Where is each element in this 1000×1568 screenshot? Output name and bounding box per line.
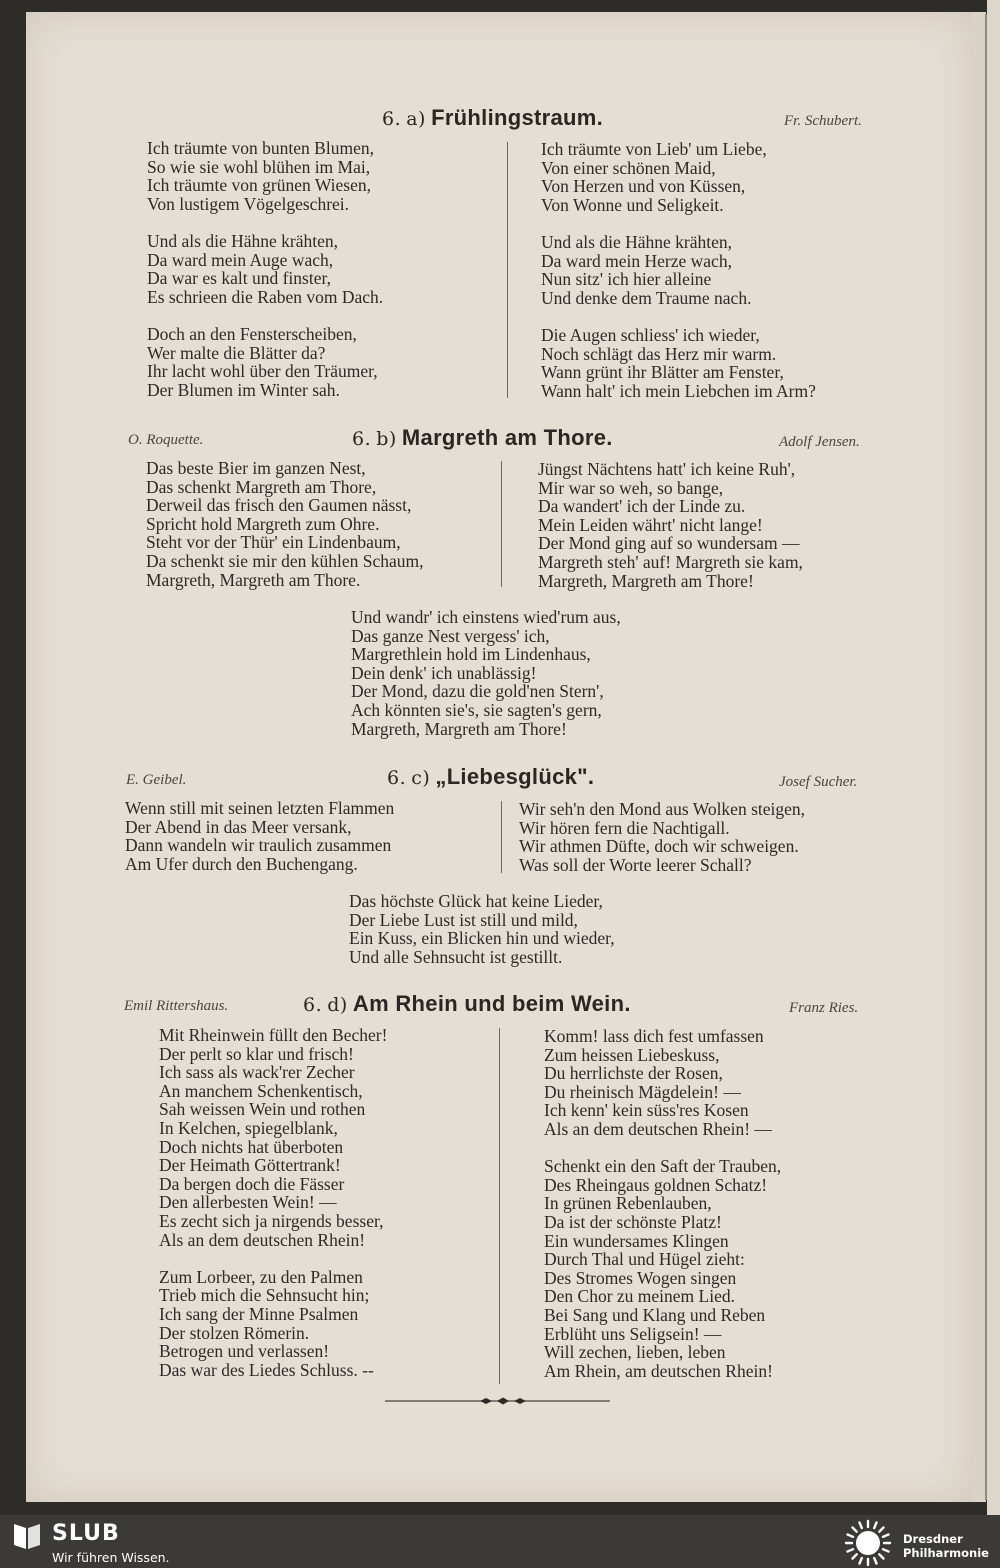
ornament-rule <box>385 1397 610 1405</box>
verse-line: Bei Sang und Klang und Reben <box>544 1304 766 1325</box>
verse-line: Steht vor der Thür' ein Lindenbaum, <box>146 532 401 553</box>
verse-line: Das beste Bier im ganzen Nest, <box>146 458 366 478</box>
poet-credit: Emil Rittershaus. <box>124 998 229 1014</box>
verse-line: Der perlt so klar und frisch! <box>159 1043 354 1064</box>
column-divider <box>501 461 503 587</box>
verse-line: Schenkt ein den Saft der Trauben, <box>544 1156 782 1177</box>
verse-line: Des Stromes Wogen singen <box>544 1267 737 1288</box>
verse-line: Doch nichts hat überboten <box>159 1136 344 1157</box>
verse-line: Da ist der schönste Platz! <box>544 1211 722 1232</box>
verse-line: Als an dem deutschen Rhein! — <box>544 1118 772 1139</box>
column-divider <box>507 142 509 398</box>
verse-line: Mir war so weh, so bange, <box>538 477 724 498</box>
verse-line: Ich träumte von Lieb' um Liebe, <box>541 139 767 159</box>
verse-line: Das höchste Glück hat keine Lieder, <box>349 891 603 911</box>
composer-credit: Josef Sucher. <box>779 774 858 790</box>
verse-line: Du herrlichste der Rosen, <box>544 1063 723 1084</box>
verse-line: Wenn still mit seinen letzten Flammen <box>125 798 395 818</box>
verse-line: In grünen Rebenlauben, <box>544 1193 712 1214</box>
verse-line: So wie sie wohl blühen im Mai, <box>147 156 371 177</box>
verse-line: Margrethlein hold im Lindenhaus, <box>351 644 591 665</box>
song-heading-b <box>352 425 613 451</box>
song-number: 6. <box>303 994 323 1016</box>
verse-column-left <box>159 1026 387 1379</box>
verse-line: Da ward mein Herze wach, <box>541 250 732 271</box>
verse-line: Den Chor zu meinem Lied. <box>544 1286 735 1307</box>
verse-line: Da bergen doch die Fässer <box>159 1173 345 1194</box>
verse-line: Derweil das frisch den Gaumen nässt, <box>146 495 412 516</box>
verse-line: Wir seh'n den Mond aus Wolken steigen, <box>519 799 806 819</box>
verse-line: Wann halt' ich mein Liebchen im Arm? <box>541 380 816 401</box>
song-number: 6. <box>382 108 402 130</box>
verse-line: Es schrieen die Raben vom Dach. <box>147 286 384 307</box>
verse-line: Am Rhein, am deutschen Rhein! <box>544 1360 773 1381</box>
composer-credit: Franz Ries. <box>789 1000 859 1016</box>
stanza-break <box>544 1139 781 1158</box>
column-divider <box>501 801 503 873</box>
verse-line: Der Blumen im Winter sah. <box>147 379 340 400</box>
verse-line: Das war des Liedes Schluss. -- <box>159 1359 374 1380</box>
verse-line: Trieb mich die Sehnsucht hin; <box>159 1285 370 1306</box>
verse-line: Margreth steh' auf! Margreth sie kam, <box>538 551 803 572</box>
song-title: Frühlingstraum. <box>431 105 604 130</box>
verse-line: Nun sitz' ich hier alleine <box>541 269 712 290</box>
verse-line: Ich sass als wack'rer Zecher <box>159 1062 355 1083</box>
verse-line: Es zecht sich ja nirgends besser, <box>159 1210 384 1231</box>
composer-credit: Fr. Schubert. <box>784 113 862 129</box>
verse-line: Margreth, Margreth am Thore. <box>146 569 361 590</box>
partner-name-line2: Philharmonie <box>903 1546 989 1560</box>
verse-line: Von lustigem Vögelgeschrei. <box>147 193 350 214</box>
song-heading-a <box>382 105 603 131</box>
verse-line: Und als die Hähne krähten, <box>541 231 732 252</box>
verse-line: Will zechen, lieben, leben <box>544 1342 726 1363</box>
verse-line: Dann wandeln wir traulich zusammen <box>125 835 392 856</box>
verse-line: Ein Kuss, ein Blicken hin und wieder, <box>349 928 615 949</box>
verse-line: Da war es kalt und finster, <box>147 268 331 289</box>
verse-line: Den allerbesten Wein! — <box>159 1192 337 1213</box>
verse-line: Mit Rheinwein füllt den Becher! <box>159 1025 388 1045</box>
scan-background <box>987 0 1000 1515</box>
verse-line: An manchem Schenkentisch, <box>159 1080 363 1101</box>
partner-name-line1: Dresdner <box>903 1532 963 1546</box>
stanza-break <box>147 306 383 325</box>
verse-line: Und alle Sehnsucht ist gestillt. <box>349 946 563 967</box>
verse-line: Das schenkt Margreth am Thore, <box>146 476 377 497</box>
verse-line: Wir athmen Düfte, doch wir schweigen. <box>519 836 799 857</box>
slub-logo-icon[interactable] <box>12 1521 42 1551</box>
verse-line: Wann grünt ihr Blätter am Fenster, <box>541 362 784 383</box>
verse-line: Ich träumte von bunten Blumen, <box>147 138 374 158</box>
library-name[interactable]: SLUB <box>52 1521 120 1546</box>
page-edge <box>972 12 986 1502</box>
song-title: Margreth am Thore. <box>401 425 613 450</box>
song-heading-c <box>387 764 594 790</box>
verse-line: Zum Lorbeer, zu den Palmen <box>159 1266 363 1287</box>
verse-line: In Kelchen, spiegelblank, <box>159 1117 338 1138</box>
verse-line: Ich kenn' kein süss'res Kosen <box>544 1100 749 1121</box>
poet-credit: O. Roquette. <box>128 432 204 448</box>
verse-line: Ich träumte von grünen Wiesen, <box>147 175 371 196</box>
verse-line: Von Herzen und von Küssen, <box>541 176 746 197</box>
song-letter: b) <box>376 428 397 450</box>
verse-line: Ach könnten sie's, sie sagten's gern, <box>351 699 602 720</box>
stanza-break <box>541 214 816 233</box>
verse-line: Erblüht uns Seligsein! — <box>544 1323 722 1344</box>
verse-line: Von Wonne und Seligkeit. <box>541 194 724 215</box>
verse-line: Betrogen und verlassen! <box>159 1341 330 1362</box>
verse-line: Und als die Hähne krähten, <box>147 230 338 251</box>
song-number: 6. <box>352 428 372 450</box>
verse-line: Da ward mein Auge wach, <box>147 249 334 270</box>
song-letter: a) <box>406 108 426 130</box>
verse-line: Durch Thal und Hügel zieht: <box>544 1249 745 1270</box>
verse-line: Doch an den Fensterscheiben, <box>147 323 357 344</box>
composer-credit: Adolf Jensen. <box>779 434 860 450</box>
verse-line: Der Abend in das Meer versank, <box>125 816 352 837</box>
stanza-break <box>147 213 383 232</box>
verse-line: Am Ufer durch den Buchengang. <box>125 853 358 874</box>
verse-line: Margreth, Margreth am Thore! <box>351 718 567 739</box>
verse-line: Die Augen schliess' ich wieder, <box>541 324 760 345</box>
poet-credit: E. Geibel. <box>126 772 187 788</box>
verse-center <box>351 608 621 738</box>
verse-line: Zum heissen Liebeskuss, <box>544 1044 720 1065</box>
stanza-break <box>541 307 816 326</box>
library-tagline: Wir führen Wissen. <box>52 1550 170 1565</box>
verse-line: Der Heimath Göttertrank! <box>159 1155 341 1176</box>
song-title: Am Rhein und beim Wein. <box>352 991 631 1016</box>
verse-line: Was soll der Worte leerer Schall? <box>519 854 752 875</box>
song-letter: c) <box>411 767 431 789</box>
philharmonie-logo-icon[interactable] <box>844 1519 892 1567</box>
verse-line: Jüngst Nächtens hatt' ich keine Ruh', <box>538 459 796 479</box>
verse-line: Der Mond ging auf so wundersam — <box>538 533 800 554</box>
verse-line: Margreth, Margreth am Thore! <box>538 570 754 591</box>
verse-line: Der Mond, dazu die gold'nen Stern', <box>351 681 604 702</box>
verse-line: Das ganze Nest vergess' ich, <box>351 625 550 646</box>
verse-line: Du rheinisch Mägdelein! — <box>544 1081 741 1102</box>
verse-line: Wer malte die Blätter da? <box>147 342 326 363</box>
stanza-break <box>159 1249 387 1268</box>
column-divider <box>499 1028 501 1384</box>
partner-name[interactable] <box>903 1532 989 1560</box>
verse-center <box>349 892 615 966</box>
verse-line: Dein denk' ich unablässig! <box>351 662 537 683</box>
verse-line: Ihr lacht wohl über den Träumer, <box>147 361 378 382</box>
verse-line: Ein wundersames Klingen <box>544 1230 729 1251</box>
verse-line: Von einer schönen Maid, <box>541 157 716 178</box>
song-title: „Liebesglück". <box>435 764 595 789</box>
song-letter: d) <box>327 994 348 1016</box>
verse-line: Und denke dem Traume nach. <box>541 287 752 308</box>
verse-line: Wir hören fern die Nachtigall. <box>519 817 730 838</box>
verse-line: Der Liebe Lust ist still und mild, <box>349 909 578 930</box>
verse-line: Ich sang der Minne Psalmen <box>159 1303 359 1324</box>
verse-line: Der stolzen Römerin. <box>159 1322 310 1343</box>
verse-line: Da wandert' ich der Linde zu. <box>538 496 746 517</box>
verse-line: Da schenkt sie mir den kühlen Schaum, <box>146 550 424 571</box>
verse-column-left <box>147 139 383 399</box>
verse-line: Sah weissen Wein und rothen <box>159 1099 366 1120</box>
verse-line: Als an dem deutschen Rhein! <box>159 1229 366 1250</box>
verse-line: Komm! lass dich fest umfassen <box>544 1026 764 1046</box>
verse-line: Noch schlägt das Herz mir warm. <box>541 343 777 364</box>
verse-column-right <box>538 460 803 590</box>
song-heading-d <box>303 991 631 1017</box>
verse-column-left <box>125 799 394 873</box>
verse-line: Spricht hold Margreth zum Ohre. <box>146 513 380 534</box>
verse-line: Des Rheingaus goldnen Schatz! <box>544 1174 768 1195</box>
verse-line: Mein Leiden währt' nicht lange! <box>538 514 763 535</box>
verse-column-right <box>519 800 805 874</box>
verse-column-left <box>146 459 424 589</box>
verse-line: Und wandr' ich einstens wied'rum aus, <box>351 607 621 627</box>
verse-column-right <box>541 140 816 400</box>
song-number: 6. <box>387 767 407 789</box>
verse-column-right <box>544 1027 781 1380</box>
